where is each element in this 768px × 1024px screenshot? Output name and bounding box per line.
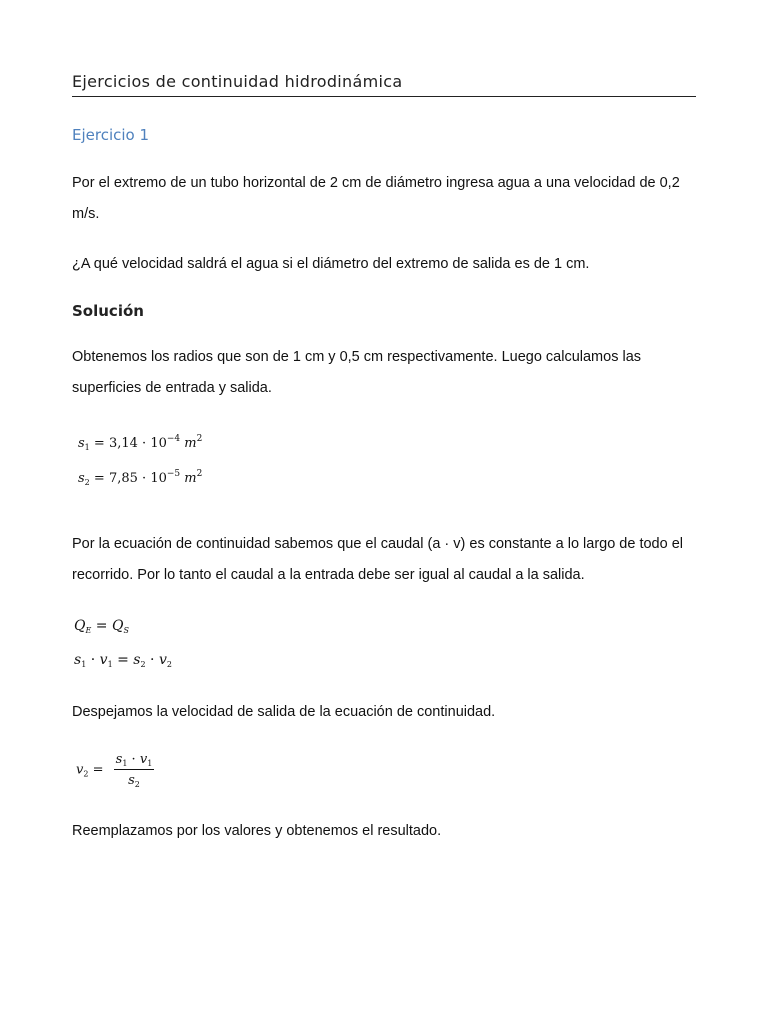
exercise-heading: Ejercicio 1 — [72, 126, 150, 144]
fraction — [114, 752, 155, 788]
problem-paragraph-1: Por el extremo de un tubo horizontal de 2 cm de diámetro ingresa agua a una velocidad de 0,2 m/s. — [72, 175, 680, 222]
replace-values-paragraph: Reemplazamos por los valores y obtenemos el resultado. — [72, 823, 442, 839]
continuity-paragraph: Por la ecuación de continuidad sabemos que el caudal (a · v) es constante a lo largo de todo el recorrido. Por lo tanto el caudal a la entrada debe ser igual al caudal a la salida. — [72, 536, 683, 583]
fraction-denominator: $s_2$ — [128, 773, 140, 789]
formula-s1: $s_1 = 3,14 \cdot 10^{-4}$ $m^2$ — [78, 434, 203, 452]
isolate-velocity-paragraph: Despejamos la velocidad de salida de la ecuación de continuidad. — [72, 704, 496, 720]
formula-s2: $s_2 = 7,85 \cdot 10^{-5}$ $m^2$ — [78, 469, 203, 487]
problem-question: ¿A qué velocidad saldrá el agua si el diámetro del extremo de salida es de 1 cm. — [72, 256, 590, 272]
document-page — [72, 0, 696, 1024]
formula-caudal: $Q_E = Q_S$ — [74, 618, 129, 635]
document-title: Ejercicios de continuidad hidrodinámica — [72, 72, 696, 97]
formula-v2: $v_2$ = $\frac{s_1 \cdot v_1}{s_2}$ — [76, 752, 153, 789]
fraction-numerator: $s_1 \cdot v_1$ — [115, 752, 153, 768]
solution-paragraph-radii: Obtenemos los radios que son de 1 cm y 0,5 cm respectivamente. Luego calculamos las superficies de entrada y salida. — [72, 349, 642, 396]
solution-heading: Solución — [72, 302, 144, 320]
formula-continuity: $s_1 \cdot v_1 = s_2 \cdot v_2$ — [74, 652, 172, 669]
